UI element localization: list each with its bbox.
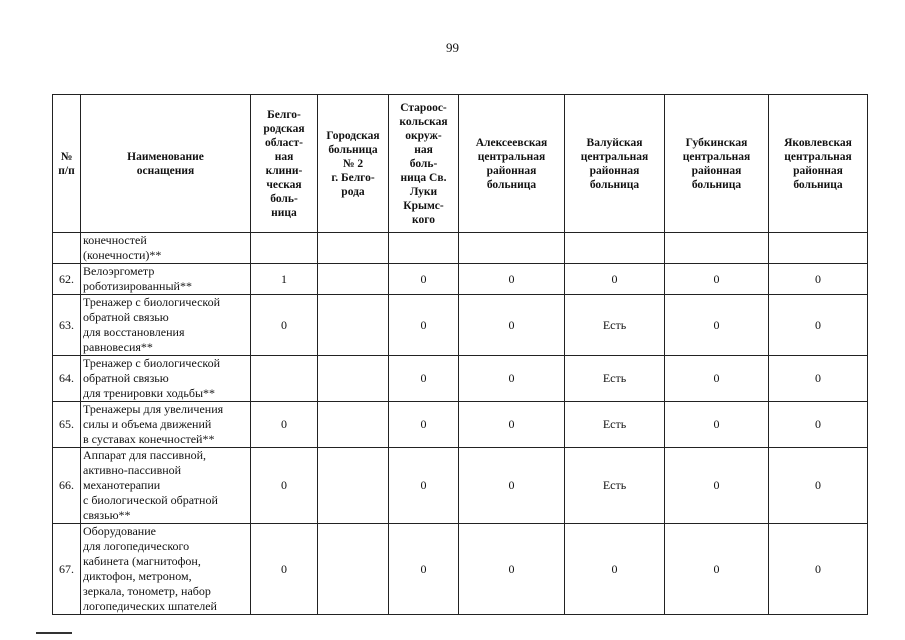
- hospital-value: Есть: [565, 295, 665, 356]
- hospital-value: 0: [251, 448, 318, 524]
- hospital-value: 0: [459, 356, 565, 402]
- equipment-name-line: логопедических шпателей: [83, 599, 217, 613]
- row-number: 66.: [53, 448, 81, 524]
- table-row: [53, 356, 868, 402]
- footnote-divider: [36, 632, 72, 634]
- hospital-value: [459, 233, 565, 264]
- equipment-name-line: Оборудование: [83, 524, 156, 538]
- equipment-name: [81, 448, 251, 524]
- equipment-name-line: диктофон, метроном,: [83, 569, 192, 583]
- equipment-name-line: Аппарат для пассивной,: [83, 448, 207, 462]
- hospital-value: 0: [459, 402, 565, 448]
- row-number: 67.: [53, 524, 81, 615]
- table-row: [53, 448, 868, 524]
- page-number: 99: [446, 40, 459, 55]
- hospital-value: Есть: [565, 448, 665, 524]
- hospital-value: [665, 233, 769, 264]
- header-cell: Губкинская центральная районная больница: [665, 95, 769, 233]
- hospital-value: [251, 356, 318, 402]
- table-row: [53, 264, 868, 295]
- table-row: [53, 233, 868, 264]
- hospital-value: [318, 264, 389, 295]
- equipment-name-line: силы и объема движений: [83, 417, 212, 431]
- hospital-value: [251, 233, 318, 264]
- equipment-name: [81, 402, 251, 448]
- hospital-value: 0: [565, 264, 665, 295]
- hospital-value: [318, 356, 389, 402]
- row-number: 63.: [53, 295, 81, 356]
- hospital-value: 0: [565, 524, 665, 615]
- hospital-value: [389, 233, 459, 264]
- hospital-value: 0: [459, 264, 565, 295]
- hospital-value: 0: [665, 356, 769, 402]
- hospital-value: 0: [389, 524, 459, 615]
- header-cell: Белго- родская област- ная клини- ческая боль- ница: [251, 95, 318, 233]
- header-cell: Наименование оснащения: [81, 95, 251, 233]
- hospital-value: 0: [389, 264, 459, 295]
- header-cell: Староос- кольская окруж- ная боль- ница Св. Луки Крымс- кого: [389, 95, 459, 233]
- hospital-value: 0: [769, 264, 868, 295]
- equipment-name-line: Велоэргометр: [83, 264, 155, 278]
- hospital-value: 0: [665, 264, 769, 295]
- equipment-name-line: для восстановления: [83, 325, 185, 339]
- equipment-name-line: с биологической обратной: [83, 493, 218, 507]
- header-cell: Яковлевская центральная районная больница: [769, 95, 868, 233]
- equipment-name: [81, 356, 251, 402]
- hospital-value: [318, 295, 389, 356]
- hospital-value: 0: [389, 356, 459, 402]
- equipment-name-line: в суставах конечностей**: [83, 432, 215, 446]
- hospital-value: [565, 233, 665, 264]
- hospital-value: 0: [389, 402, 459, 448]
- equipment-name-line: обратной связью: [83, 371, 169, 385]
- equipment-name: [81, 264, 251, 295]
- hospital-value: [318, 524, 389, 615]
- equipment-name-line: для тренировки ходьбы**: [83, 386, 216, 400]
- header-cell: Городская больница № 2 г. Белго- рода: [318, 95, 389, 233]
- hospital-value: [318, 402, 389, 448]
- table-row: [53, 524, 868, 615]
- hospital-value: 0: [251, 295, 318, 356]
- hospital-value: 1: [251, 264, 318, 295]
- hospital-value: Есть: [565, 402, 665, 448]
- header-cell: № п/п: [53, 95, 81, 233]
- hospital-value: 0: [459, 448, 565, 524]
- hospital-value: 0: [459, 524, 565, 615]
- row-number: 65.: [53, 402, 81, 448]
- hospital-value: [318, 448, 389, 524]
- equipment-name-line: активно-пассивной: [83, 463, 182, 477]
- table-row: [53, 295, 868, 356]
- header-cell: Алексеевская центральная районная больница: [459, 95, 565, 233]
- hospital-value: 0: [769, 402, 868, 448]
- hospital-value: 0: [665, 402, 769, 448]
- equipment-name: [81, 295, 251, 356]
- equipment-name-line: равновесия**: [83, 340, 153, 354]
- hospital-value: 0: [251, 524, 318, 615]
- hospital-value: [769, 233, 868, 264]
- hospital-value: [318, 233, 389, 264]
- equipment-name-line: зеркала, тонометр, набор: [83, 584, 211, 598]
- header-cell: Валуйская центральная районная больница: [565, 95, 665, 233]
- equipment-name-line: связью**: [83, 508, 131, 522]
- equipment-name-line: для логопедического: [83, 539, 190, 553]
- equipment-name-line: обратной связью: [83, 310, 169, 324]
- header-row: [53, 95, 868, 233]
- equipment-name-line: Тренажеры для увеличения: [83, 402, 224, 416]
- equipment-name-line: кабинета (магнитофон,: [83, 554, 201, 568]
- hospital-value: 0: [665, 524, 769, 615]
- hospital-value: Есть: [565, 356, 665, 402]
- equipment-name-line: роботизированный**: [83, 279, 192, 293]
- equipment-table: [52, 94, 868, 615]
- row-number: 62.: [53, 264, 81, 295]
- equipment-name-line: Тренажер с биологической: [83, 295, 221, 309]
- hospital-value: 0: [459, 295, 565, 356]
- hospital-value: 0: [769, 295, 868, 356]
- equipment-name: [81, 524, 251, 615]
- table-row: [53, 402, 868, 448]
- hospital-value: 0: [665, 295, 769, 356]
- hospital-value: 0: [769, 524, 868, 615]
- hospital-value: 0: [769, 448, 868, 524]
- hospital-value: 0: [389, 448, 459, 524]
- equipment-name-line: Тренажер с биологической: [83, 356, 221, 370]
- row-number: [53, 233, 81, 264]
- hospital-value: 0: [389, 295, 459, 356]
- equipment-name-line: конечностей: [83, 233, 147, 247]
- equipment-name: [81, 233, 251, 264]
- equipment-name-line: (конечности)**: [83, 248, 162, 262]
- table-body: [53, 233, 868, 615]
- row-number: 64.: [53, 356, 81, 402]
- hospital-value: 0: [251, 402, 318, 448]
- equipment-name-line: механотерапии: [83, 478, 161, 492]
- hospital-value: 0: [769, 356, 868, 402]
- hospital-value: 0: [665, 448, 769, 524]
